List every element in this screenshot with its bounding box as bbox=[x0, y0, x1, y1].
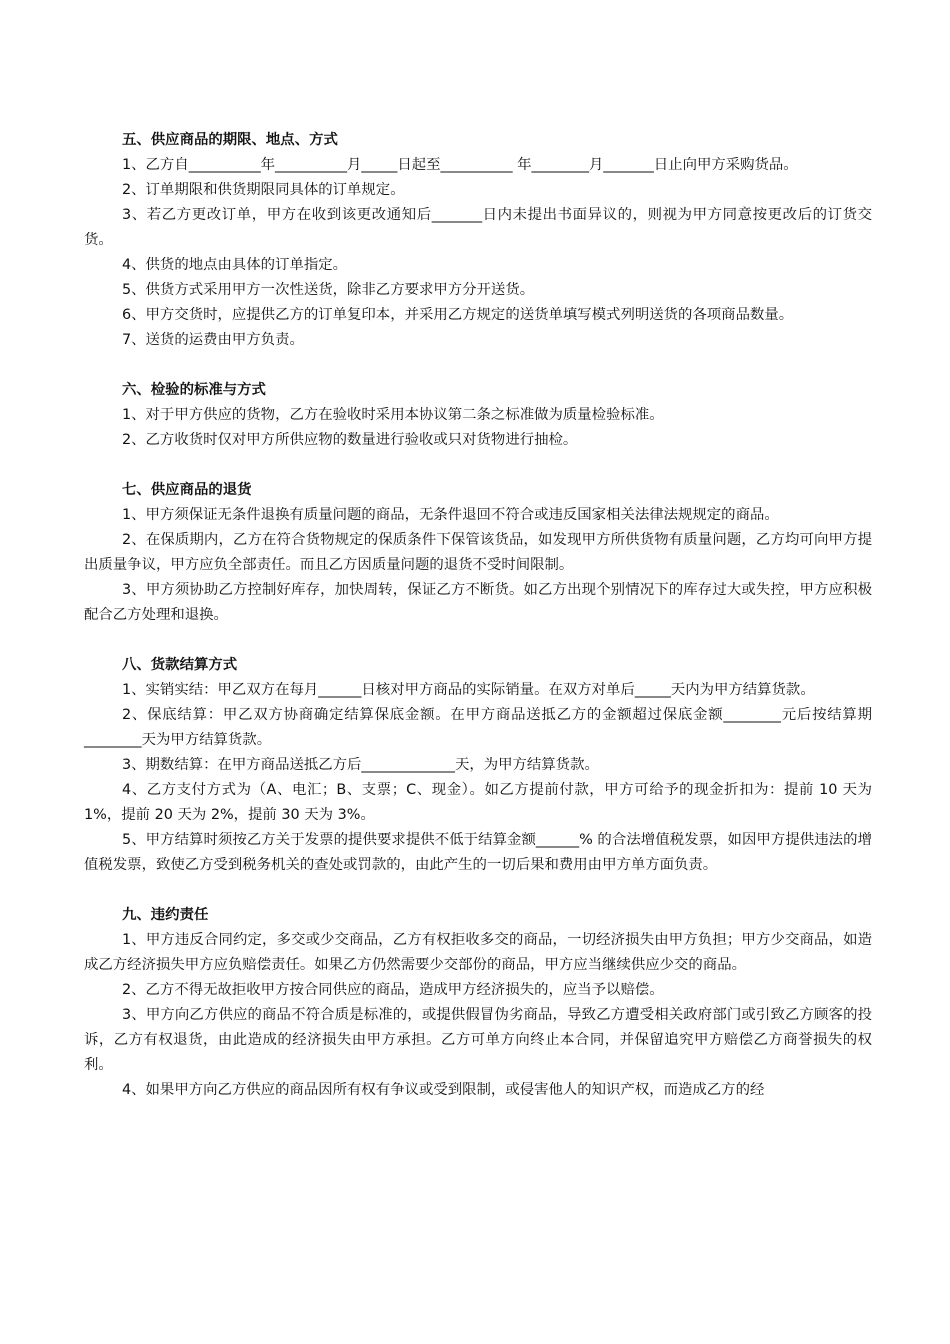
clause: 1、对于甲方供应的货物，乙方在验收时采用本协议第二条之标准做为质量检验标准。 bbox=[122, 407, 664, 423]
clause: 1、乙方自__________年__________月_____日起至__________ 年________月_______日止向甲方采购货品。 bbox=[122, 157, 798, 173]
clause: 2、保底结算：甲乙双方协商确定结算保底金额。在甲方商品送抵乙方的金额超过保底金额________元后按结算期 ________天为甲方结算货款。 bbox=[84, 707, 872, 748]
clause: 4、乙方支付方式为（A、电汇；B、支票；C、现金）。如乙方提前付款，甲方可给予的现金折扣为：提前 10 天为 1%，提前 20 天为 2%，提前 30 天为 3%。 bbox=[84, 782, 872, 823]
clause: 3、甲方须协助乙方控制好库存，加快周转，保证乙方不断货。如乙方出现个别情况下的库存过大或失控，甲方应积极配合乙方处理和退换。 bbox=[84, 582, 872, 623]
section-5 bbox=[84, 128, 872, 353]
clause: 4、如果甲方向乙方供应的商品因所有权有争议或受到限制，或侵害他人的知识产权，而造成乙方的经 bbox=[122, 1082, 765, 1098]
clause: 2、乙方收货时仅对甲方所供应物的数量进行验收或只对货物进行抽检。 bbox=[122, 432, 578, 448]
section-heading: 九、违约责任 bbox=[122, 907, 209, 923]
section-heading: 五、供应商品的期限、地点、方式 bbox=[122, 132, 338, 148]
clause: 3、甲方向乙方供应的商品不符合质是标准的，或提供假冒伪劣商品，导致乙方遭受相关政府部门或引致乙方顾客的投诉，乙方有权退货，由此造成的经济损失由甲方承担。乙方可单方向终止本合同，并保留追究甲方赔偿乙方商誉损失的权利。 bbox=[84, 1007, 872, 1073]
section-9 bbox=[84, 903, 872, 1103]
clause: 1、甲方须保证无条件退换有质量问题的商品，无条件退回不符合或违反国家相关法律法规规定的商品。 bbox=[122, 507, 779, 523]
clause: 2、订单期限和供货期限同具体的订单规定。 bbox=[122, 182, 405, 198]
clause: 2、乙方不得无故拒收甲方按合同供应的商品，造成甲方经济损失的，应当予以赔偿。 bbox=[122, 982, 664, 998]
clause: 4、供货的地点由具体的订单指定。 bbox=[122, 257, 348, 273]
section-8 bbox=[84, 653, 872, 878]
clause: 6、甲方交货时，应提供乙方的订单复印本，并采用乙方规定的送货单填写模式列明送货的各项商品数量。 bbox=[122, 307, 794, 323]
clause: 1、甲方违反合同约定，多交或少交商品，乙方有权拒收多交的商品，一切经济损失由甲方负担；甲方少交商品，如造成乙方经济损失甲方应负赔偿责任。如果乙方仍然需要少交部份的商品，甲方应当继续供应少交的商品。 bbox=[84, 932, 872, 973]
clause: 7、送货的运费由甲方负责。 bbox=[122, 332, 304, 348]
section-6 bbox=[84, 378, 872, 453]
section-heading: 八、货款结算方式 bbox=[122, 657, 238, 673]
clause: 1、实销实结：甲乙双方在每月______日核对甲方商品的实际销量。在双方对单后_____天内为甲方结算货款。 bbox=[122, 682, 815, 698]
clause: 3、期数结算：在甲方商品送抵乙方后_____________天，为甲方结算货款。 bbox=[122, 757, 599, 773]
clause: 5、甲方结算时须按乙方关于发票的提供要求提供不低于结算金额______% 的合法增值税发票，如因甲方提供违法的增值税发票，致使乙方受到税务机关的查处或罚款的，由此产生的一切后果和费用由甲方单方面负责。 bbox=[84, 832, 872, 873]
section-heading: 六、检验的标准与方式 bbox=[122, 382, 266, 398]
section-7 bbox=[84, 478, 872, 628]
section-heading: 七、供应商品的退货 bbox=[122, 482, 252, 498]
clause: 2、在保质期内，乙方在符合货物规定的保质条件下保管该货品，如发现甲方所供货物有质量问题，乙方均可向甲方提出质量争议，甲方应负全部责任。而且乙方因质量问题的退货不受时间限制。 bbox=[84, 532, 872, 573]
clause: 3、若乙方更改订单，甲方在收到该更改通知后_______日内未提出书面异议的，则视为甲方同意按更改后的订货交货。 bbox=[84, 207, 872, 248]
clause: 5、供货方式采用甲方一次性送货，除非乙方要求甲方分开送货。 bbox=[122, 282, 535, 298]
